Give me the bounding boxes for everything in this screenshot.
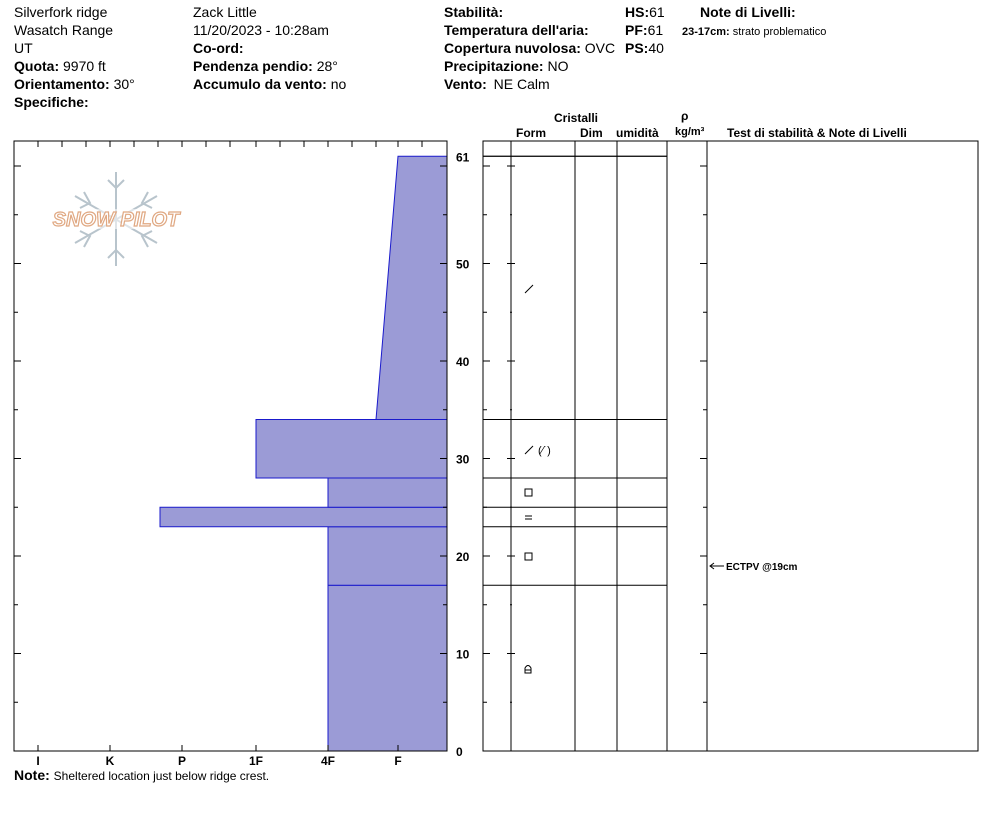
sky-label: Copertura nuvolosa: xyxy=(444,40,581,56)
elevation-value: 9970 ft xyxy=(63,58,106,74)
pf-label: PF: xyxy=(625,22,648,38)
snowpilot-logo xyxy=(40,172,192,266)
tests-header: Test di stabilità & Note di Livelli xyxy=(727,126,907,140)
hs-label: HS: xyxy=(625,4,650,20)
ps-value: 40 xyxy=(648,40,664,56)
range: Wasatch Range xyxy=(14,22,114,38)
note xyxy=(14,767,269,784)
hardness-layer-3 xyxy=(328,478,447,507)
wind-loading-label: Accumulo da vento: xyxy=(193,76,327,92)
hardness-layer-5 xyxy=(376,156,447,419)
moisture-header: umidità xyxy=(616,126,659,140)
layer-frame xyxy=(483,141,978,751)
logo-text: SNOW PILOT xyxy=(52,209,180,231)
stability-test xyxy=(710,562,798,573)
hs-value: 61 xyxy=(649,4,665,20)
slope-value: 28° xyxy=(316,58,338,74)
sky-value: OVC xyxy=(584,40,616,56)
wind-label: Vento: xyxy=(444,76,487,92)
depth-label-20: 20 xyxy=(456,550,470,564)
layer-notes-label: Note di Livelli: xyxy=(700,4,796,20)
location: Silverfork ridge xyxy=(14,4,108,20)
fragment-icon-4 xyxy=(525,446,533,454)
precip-value: NO xyxy=(547,58,569,74)
coord-label: Co-ord: xyxy=(193,40,244,56)
pf-value: 61 xyxy=(647,22,664,38)
slope-label: Pendenza pendio: xyxy=(193,58,313,74)
hardness-label-1F: 1F xyxy=(248,754,264,768)
hardness-label-K: K xyxy=(105,754,115,768)
hardness-layer-1 xyxy=(328,527,447,586)
ps-label: PS: xyxy=(625,40,649,56)
depth-label-0: 0 xyxy=(456,745,463,759)
test-result-text: ECTPV @19cm xyxy=(726,562,798,573)
air-temp-label: Temperatura dell'aria: xyxy=(444,22,589,38)
depth-label-50: 50 xyxy=(456,257,470,272)
depth-label-61: 61 xyxy=(456,150,470,165)
faceted-icon-3 xyxy=(525,489,532,496)
dim-header: Dim xyxy=(580,126,603,140)
wind-value: NE Calm xyxy=(493,76,550,92)
elevation-label: Quota: xyxy=(14,58,60,74)
depth-label-30: 30 xyxy=(456,452,470,467)
observer: Zack Little xyxy=(193,4,257,20)
hardness-layer-0 xyxy=(328,585,447,751)
specifics-label: Specifiche: xyxy=(14,94,89,110)
precip-label: Precipitazione: xyxy=(444,58,544,74)
state: UT xyxy=(14,40,33,56)
hardness-label-P: P xyxy=(177,754,187,768)
aspect-value: 30° xyxy=(113,76,135,92)
fragment-icon-5 xyxy=(525,285,533,293)
hardness-label-I: I xyxy=(36,754,40,768)
mixed-form-icon-4: (⁄˙) xyxy=(538,445,551,457)
faceted-icon-1 xyxy=(525,553,532,560)
hardness-profile xyxy=(160,156,447,751)
density-unit-header: kg/m³ xyxy=(675,126,705,138)
note-text: Sheltered location just below ridge crest. xyxy=(53,769,270,783)
datetime: 11/20/2023 - 10:28am xyxy=(193,22,329,38)
hardness-label-4F: 4F xyxy=(320,754,336,768)
rho-header: ρ xyxy=(681,109,689,123)
form-header: Form xyxy=(516,126,546,140)
stability-label: Stabilità: xyxy=(444,4,504,20)
hardness-layer-4 xyxy=(256,420,447,479)
depth-label-40: 40 xyxy=(456,355,470,369)
chart-frames xyxy=(14,141,978,768)
depth-hoar-icon xyxy=(525,666,531,674)
layer-note-text: strato problematico xyxy=(732,26,827,38)
aspect-label: Orientamento: xyxy=(14,76,110,92)
wind-loading-value: no xyxy=(330,76,347,92)
hardness-layer-2 xyxy=(160,507,447,527)
crystals-header: Cristalli xyxy=(554,111,599,125)
note-label: Note: xyxy=(14,767,50,783)
hardness-label-F: F xyxy=(394,754,402,768)
layer-note-depth: 23-17cm: xyxy=(682,26,730,38)
depth-label-10: 10 xyxy=(456,647,470,662)
